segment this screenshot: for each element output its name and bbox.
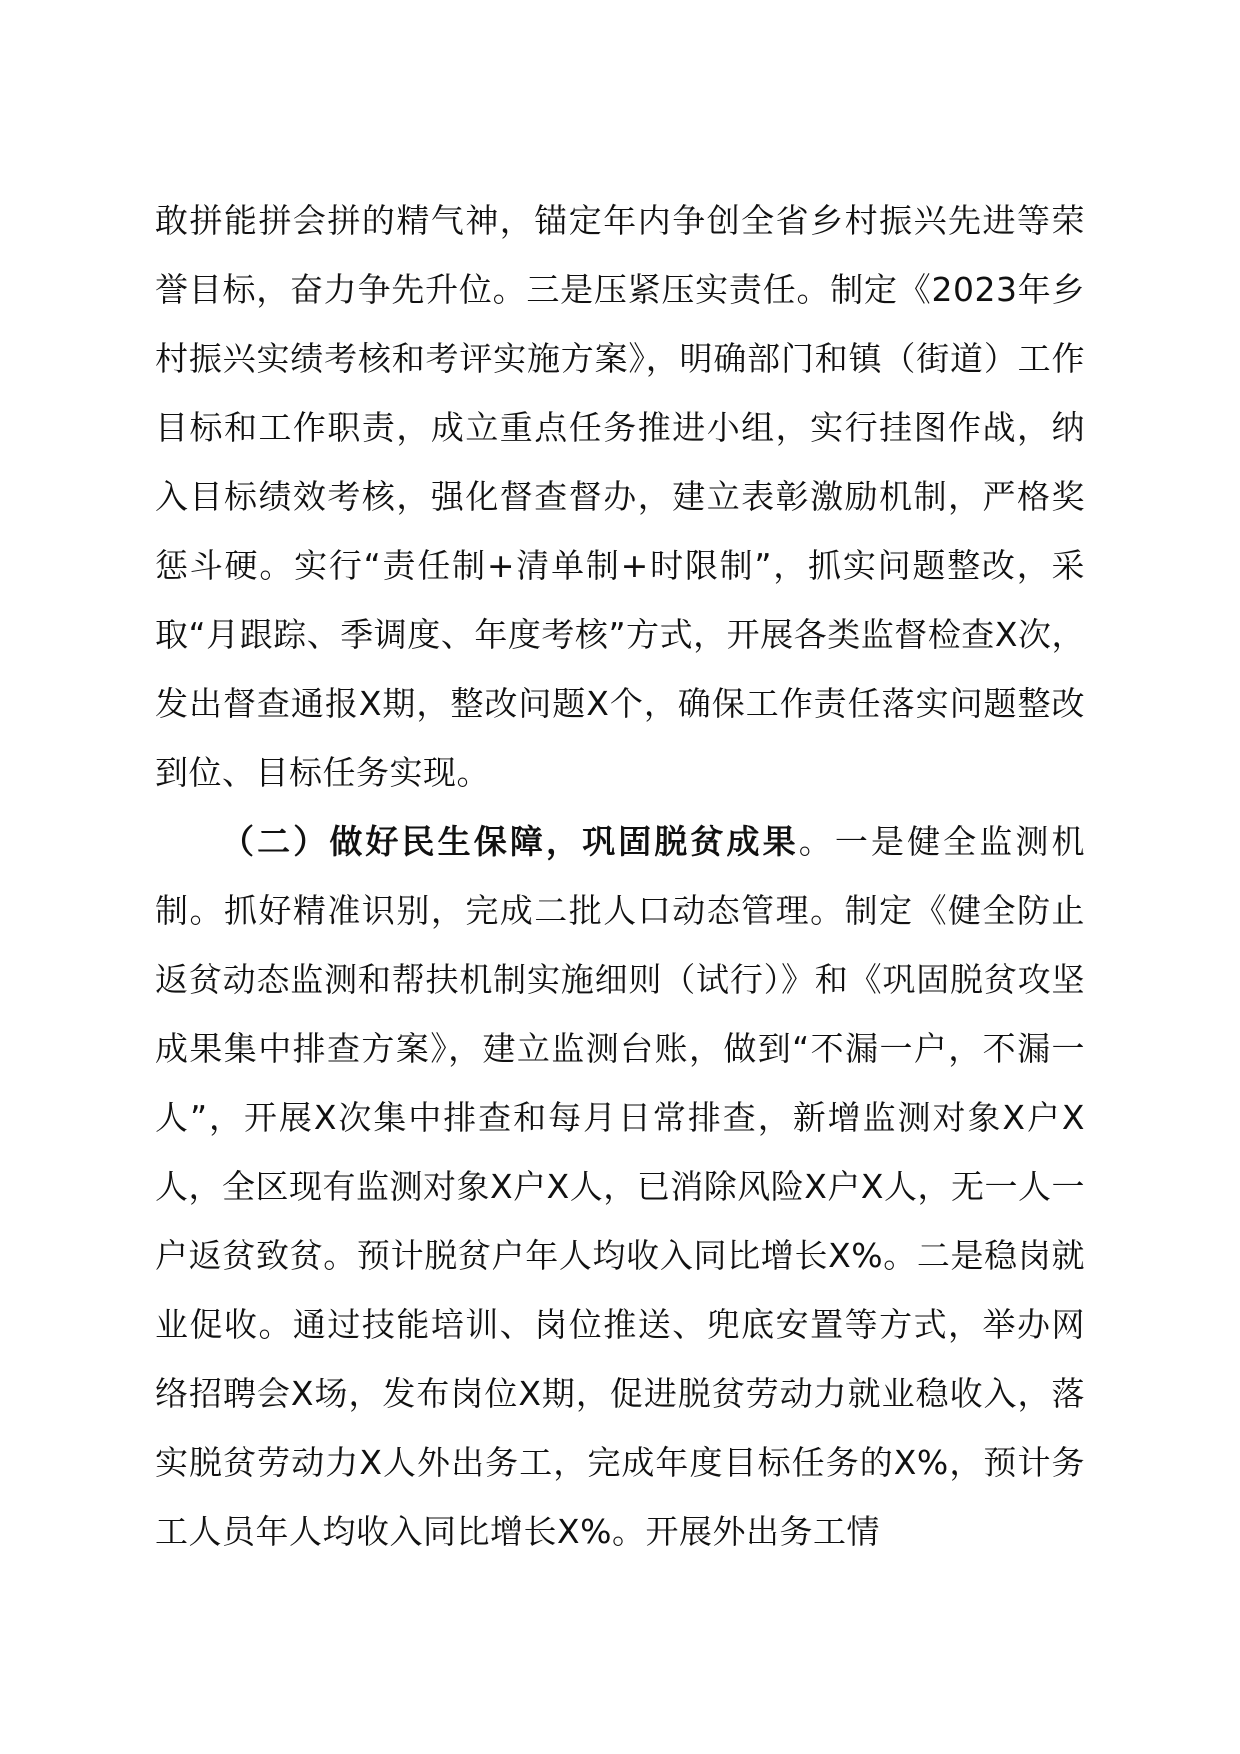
paragraph-text: 。一是健全监测机制。抓好精准识别，完成二批人口动态管理。制定《健全防止返贫动态监测和帮扶机制实施细则（试行）》和《巩固脱贫攻坚成果集中排查方案》，建立监测台账，做到“不漏一户，不漏一人”，开展X次集中排查和每月日常排查，新增监测对象X户X人，全区现有监测对象X户X人，已消除风险X户X人，无一人一户返贫致贫。预计脱贫户年人均收入同比增长X%。二是稳岗就业促收。通过技能培训、岗位推送、兜底安置等方式，举办网络招聘会X场，发布岗位X期，促进脱贫劳动力就业稳收入，落实脱贫劳动力X人外出务工，完成年度目标任务的X%，预计务工人员年人均收入同比增长X%。开展外出务工情: [155, 822, 1086, 1551]
paragraph-section-two: [155, 807, 1085, 1566]
body-text: [155, 186, 1085, 1566]
paragraph-text: 敢拼能拼会拼的精气神，锚定年内争创全省乡村振兴先进等荣誉目标，奋力争先升位。三是压紧压实责任。制定《2023年乡村振兴实绩考核和考评实施方案》，明确部门和镇（街道）工作目标和工作职责，成立重点任务推进小组，实行挂图作战，纳入目标绩效考核，强化督查督办，建立表彰激励机制，严格奖惩斗硬。实行“责任制+清单制+时限制”，抓实问题整改，采取“月跟踪、季调度、年度考核”方式，开展各类监督检查X次，发出督查通报X期，整改问题X个，确保工作责任落实问题整改到位、目标任务实现。: [155, 201, 1085, 792]
section-heading: （二）做好民生保障，巩固脱贫成果: [221, 822, 799, 861]
paragraph-continued: [155, 186, 1085, 807]
